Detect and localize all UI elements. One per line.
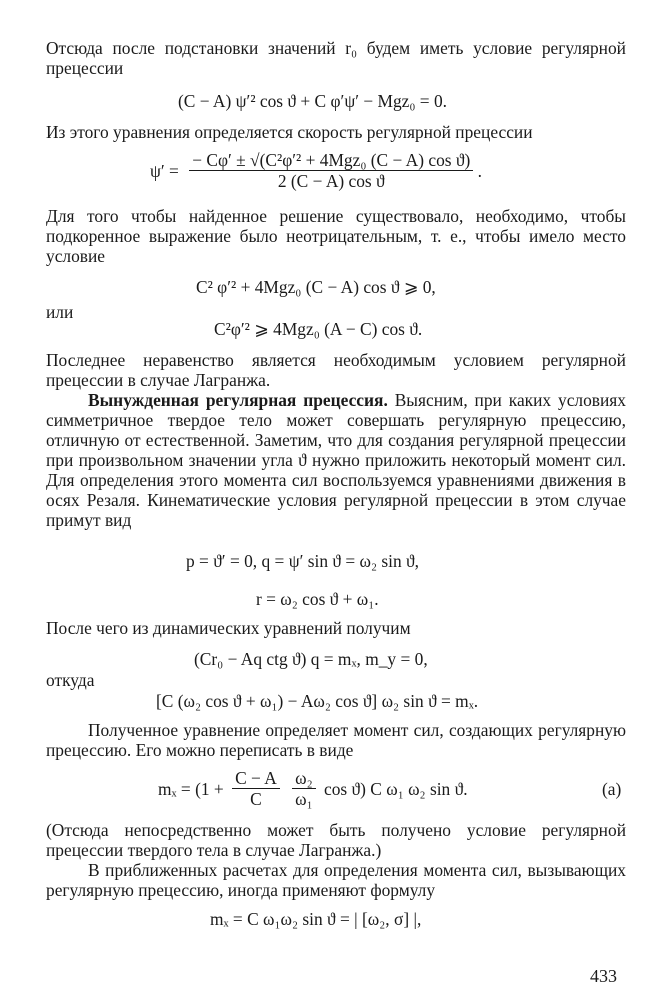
paragraph-6-body: Выясним, при каких условиях симметричное твердое тело может совершать регулярную прецессию, отличную от естественной. Заметим, что для создания регулярной прецессии при произвольном значении угла ϑ нужно приложить некоторый момент сил. Для определения этого момента сил воспользуемся уравнениями движения в осях Резаля. Кинематические условия регулярной прецессии в этом случае примут вид	[46, 390, 627, 530]
fraction-1-denominator: C	[250, 789, 262, 809]
paragraph-11: В приближенных расчетах для определения момента сил, вызывающих регулярную прецессию, иногда применяют формулу	[46, 860, 626, 900]
fraction-1-numerator: C − A	[232, 768, 280, 789]
equation-precession-speed	[150, 150, 482, 191]
fraction-numerator: − Cφ′ ± √(C²φ′² + 4Mgz₀ (C − A) cos ϑ)	[189, 150, 473, 171]
equation-moment: [C (ω₂ cos ϑ + ω₁) − Aω₂ cos ϑ] ω₂ sin ϑ = mₓ.	[156, 691, 479, 711]
paragraph-1: Отсюда после подстановки значений r₀ будем иметь условие регулярной прецессии	[46, 38, 626, 78]
equation-a	[158, 768, 468, 809]
paragraph-3: Для того чтобы найденное решение существовало, необходимо, чтобы подкоренное выражение было неотрицательным, т. е., чтобы имело место условие	[46, 206, 626, 266]
equation-a-lhs: mₓ = (1 +	[158, 778, 224, 799]
equation-lhs: ψ′ =	[150, 160, 179, 181]
equation-a-rhs: cos ϑ) C ω₁ ω₂ sin ϑ.	[324, 778, 468, 799]
paragraph-7: После чего из динамических уравнений получим	[46, 618, 411, 638]
equation-approximate: mₓ = C ω₁ω₂ sin ϑ = | [ω₂, σ] |,	[210, 909, 422, 929]
paragraph-9: Полученное уравнение определяет момент сил, создающих регулярную прецессию. Его можно переписать в виде	[46, 720, 626, 760]
equation-dynamic: (Cr₀ − Aq ctg ϑ) q = mₓ, m_y = 0,	[194, 649, 428, 669]
paragraph-5: Последнее неравенство является необходимым условием регулярной прецессии в случае Лагранжа.	[46, 350, 626, 390]
fraction	[189, 150, 473, 191]
section-heading: Вынужденная регулярная прецессия.	[88, 390, 388, 410]
fraction-denominator: 2 (C − A) cos ϑ	[277, 171, 385, 191]
paragraph-2: Из этого уравнения определяется скорость регулярной прецессии	[46, 122, 533, 142]
fraction-1	[232, 768, 280, 809]
equation-end: .	[477, 160, 483, 181]
fraction-2-denominator: ω₁	[295, 789, 313, 809]
equation-r: r = ω₂ cos ϑ + ω₁.	[256, 589, 379, 609]
paragraph-6	[46, 390, 626, 530]
equation-lagrange-condition: C²φ′² ⩾ 4Mgz₀ (A − C) cos ϑ.	[214, 319, 423, 339]
equation-regular-precession-condition: (C − A) ψ′² cos ϑ + C φ′ψ′ − Mgz₀ = 0.	[178, 91, 447, 111]
equation-kinematic-conditions: p = ϑ′ = 0, q = ψ′ sin ϑ = ω₂ sin ϑ,	[186, 551, 419, 571]
paragraph-8: откуда	[46, 670, 95, 690]
paragraph-10: (Отсюда непосредственно может быть получено условие регулярной прецессии твердого тела в случае Лагранжа.)	[46, 820, 626, 860]
equation-nonnegative-condition: C² φ′² + 4Mgz₀ (C − A) cos ϑ ⩾ 0,	[196, 277, 436, 297]
paragraph-4: или	[46, 302, 74, 322]
fraction-2-numerator: ω₂	[292, 768, 316, 789]
page-number: 433	[590, 966, 617, 986]
fraction-2	[292, 768, 316, 809]
equation-label-a: (a)	[602, 779, 622, 799]
